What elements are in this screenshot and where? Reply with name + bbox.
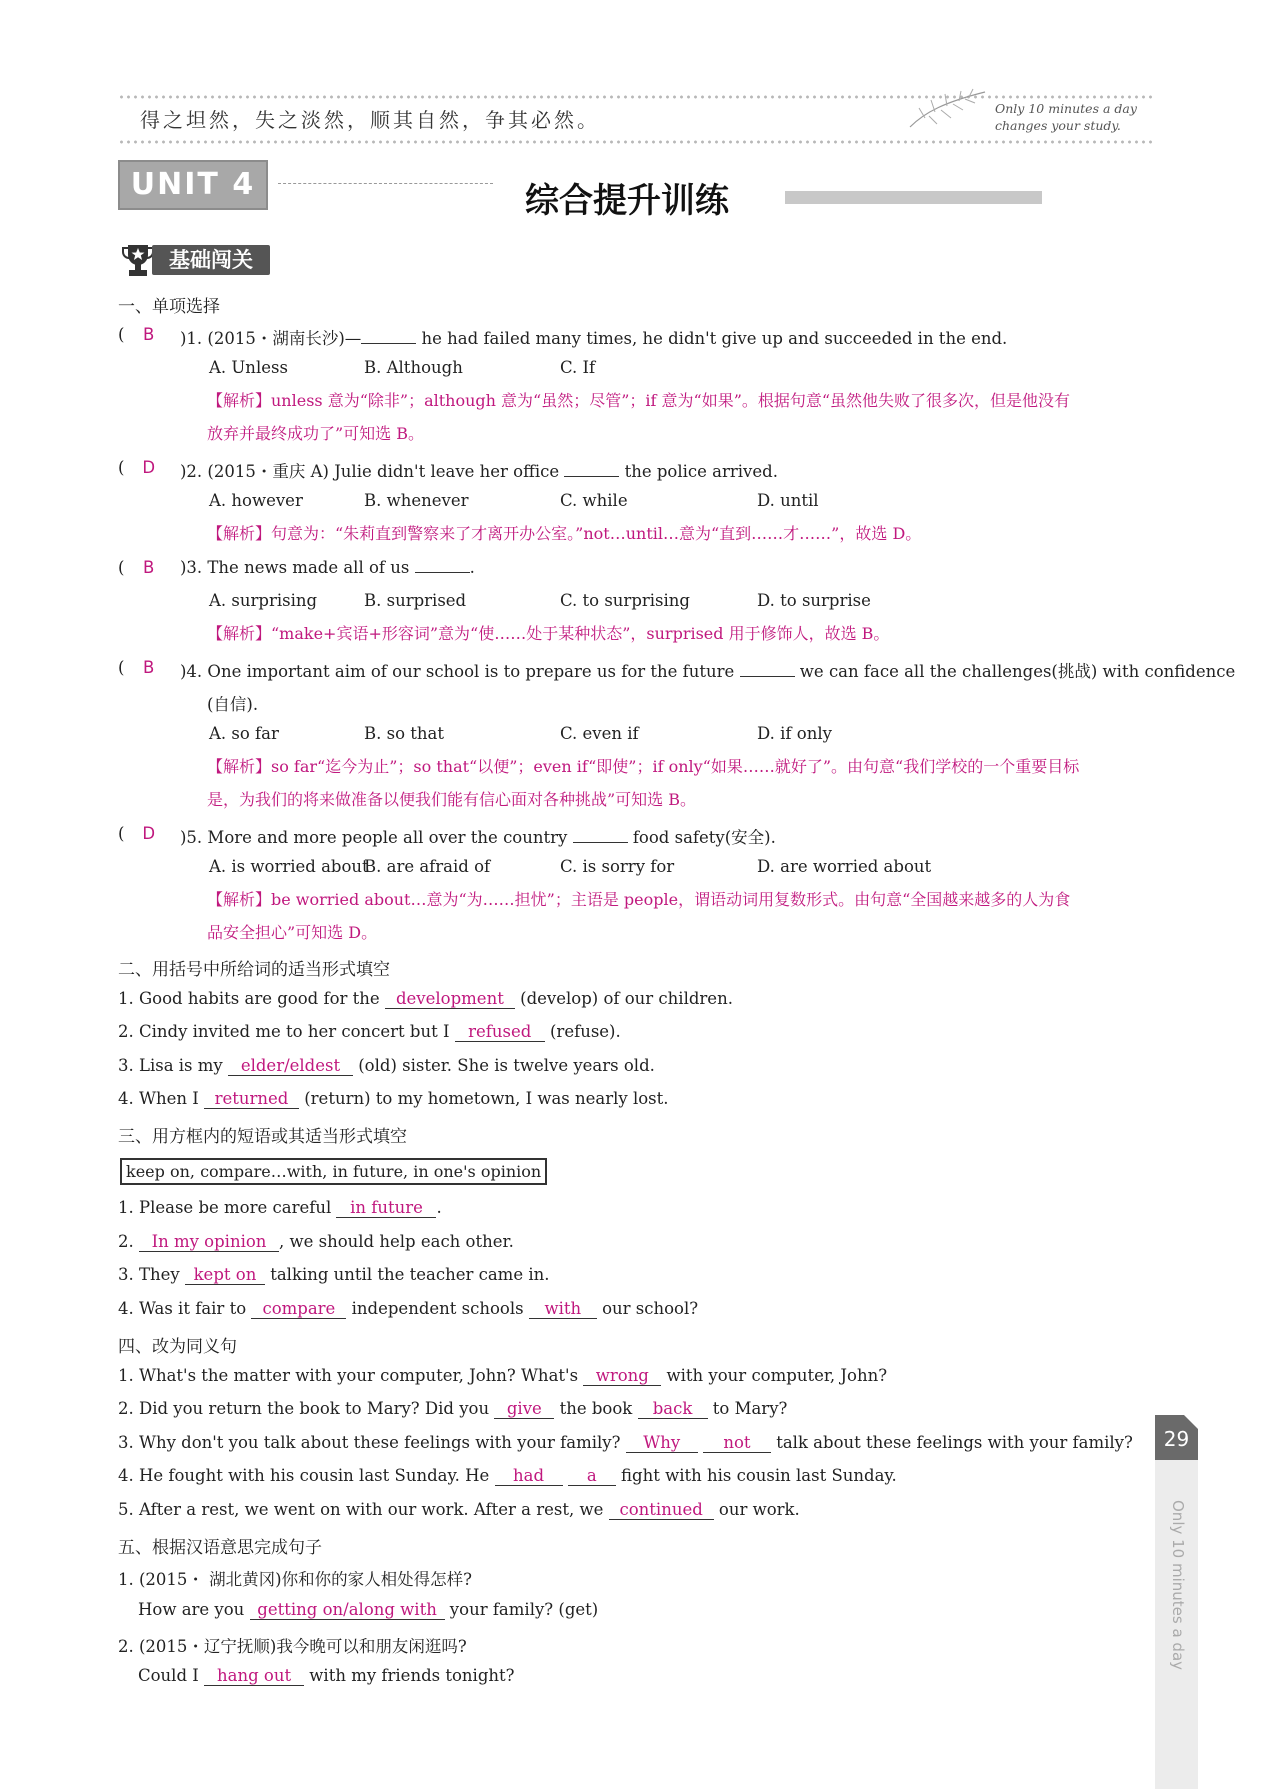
explanation-line: 品安全担心”可知选 D。 (207, 923, 378, 942)
answer-paren: ( B (118, 558, 168, 577)
translate-question (138, 1666, 514, 1686)
synonym-stem: fight with his cousin last Sunday. (615, 1466, 897, 1485)
mc-question (180, 824, 776, 848)
answer-blank (415, 572, 470, 573)
synonym-answer: give (494, 1400, 554, 1419)
mc-question (180, 558, 475, 577)
section-heading: 三、用方框内的短语或其适当形式填空 (118, 1127, 407, 1147)
leaf-icon (905, 82, 990, 137)
mc-option: C. while (560, 491, 628, 510)
synonym-answer: a (568, 1467, 616, 1486)
mc-stem: we can face all the challenges(挑战) with confidence (794, 662, 1236, 681)
synonym-answer: back (638, 1400, 708, 1419)
explanation-line: 【解析】“make+宾语+形容词”意为“使……处于某种状态”，surprised 用于修饰人，故选 B。 (207, 624, 890, 643)
synonym-answer: not (703, 1434, 771, 1453)
mc-explanation (207, 617, 1152, 650)
synonym-stem: our work. (713, 1500, 800, 1519)
explanation-line: 是，为我们的将来做准备以便我们能有信心面对各种挑战”可知选 B。 (207, 790, 697, 809)
side-tagline: Only 10 minutes a day (1169, 1500, 1187, 1671)
mc-option: C. even if (560, 724, 639, 743)
phrase-stem: our school? (596, 1299, 699, 1318)
explanation-line: 【解析】unless 意为“除非”；although 意为“虽然；尽管”；if 意为“如果”。根据句意“虽然他失败了很多次，但是他没有 (207, 391, 1071, 410)
header-dots-bottom (118, 140, 1153, 144)
phrase-question (118, 1232, 514, 1252)
fill-stem: 2. Cindy invited me to her concert but I (118, 1022, 455, 1041)
page-corner-fold (1184, 1415, 1198, 1429)
mc-option: B. are afraid of (364, 857, 491, 876)
mc-answer: B (143, 658, 155, 677)
fill-stem: (return) to my hometown, I was nearly lost. (298, 1089, 669, 1108)
synonym-question (118, 1433, 1133, 1453)
phrase-answer: with (529, 1300, 597, 1319)
explanation-line: 【解析】句意为：“朱莉直到警察来了才离开办公室。”not…until…意为“直到……才……”，故选 D。 (207, 524, 922, 543)
answer-paren: ( D (118, 458, 168, 477)
phrase-stem: 1. Please be more careful (118, 1198, 337, 1217)
translate-stem: How are you (138, 1600, 250, 1619)
synonym-stem: with your computer, John? (661, 1366, 888, 1385)
phrase-question (118, 1299, 698, 1319)
fill-question (118, 1089, 669, 1109)
explanation-line: 【解析】be worried about…意为“为……担忧”；主语是 people，谓语动词用复数形式。由句意“全国越来越多的人为食 (207, 890, 1071, 909)
synonym-question (118, 1399, 787, 1419)
phrase-answer: in future (336, 1199, 436, 1218)
header-tagline (995, 100, 1137, 134)
answer-blank (573, 842, 628, 843)
phrase-stem: 3. They (118, 1265, 185, 1284)
synonym-stem: to Mary? (707, 1399, 788, 1418)
mc-option: B. whenever (364, 491, 469, 510)
explanation-line: 放弃并最终成功了”可知选 B。 (207, 424, 425, 443)
mc-option: A. surprising (209, 591, 318, 610)
mc-explanation (207, 750, 1152, 816)
section-heading: 一、单项选择 (118, 297, 220, 317)
answer-paren: ( B (118, 658, 168, 677)
section-heading: 二、用括号中所给词的适当形式填空 (118, 960, 390, 980)
fill-stem: 3. Lisa is my (118, 1056, 228, 1075)
mc-question (180, 658, 1235, 682)
answer-paren: ( B (118, 325, 168, 344)
mc-stem: )5. More and more people all over the country (180, 828, 573, 847)
header-motto: 得之坦然，失之淡然，顺其自然，争其必然。 (140, 108, 600, 132)
mc-option: D. until (757, 491, 819, 510)
tagline-line-2: changes your study. (995, 118, 1121, 133)
page-number: 29 (1155, 1415, 1198, 1460)
mc-explanation (207, 384, 1152, 450)
badge-label: 基础闯关 (152, 245, 270, 275)
mc-stem: food safety(安全). (627, 828, 776, 847)
synonym-stem: talk about these feelings with your family? (770, 1433, 1133, 1452)
title-grey-bar (785, 191, 1042, 204)
synonym-answer: Why (626, 1434, 698, 1453)
mc-question (180, 325, 1007, 349)
answer-blank (740, 676, 795, 677)
synonym-stem: 1. What's the matter with your computer, John? What's (118, 1366, 584, 1385)
section-heading: 五、根据汉语意思完成句子 (118, 1538, 322, 1558)
translate-stem: with my friends tonight? (304, 1666, 515, 1685)
mc-stem-continued: (自信). (207, 695, 259, 714)
mc-stem: )1. (2015・湖南长沙)— (180, 329, 362, 348)
translate-question (138, 1600, 598, 1620)
phrase-stem: 2. (118, 1232, 139, 1251)
fill-question (118, 1022, 621, 1042)
synonym-answer: had (495, 1467, 563, 1486)
fill-stem: (develop) of our children. (514, 989, 733, 1008)
phrase-answer: compare (251, 1300, 346, 1319)
phrase-answer: In my opinion (139, 1233, 279, 1252)
mc-option: D. are worried about (757, 857, 932, 876)
fill-question (118, 989, 733, 1009)
synonym-answer: wrong (583, 1367, 661, 1386)
phrase-question (118, 1198, 442, 1218)
tagline-line-1: Only 10 minutes a day (995, 101, 1137, 116)
phrase-stem: talking until the teacher came in. (264, 1265, 550, 1284)
synonym-stem: 4. He fought with his cousin last Sunday. He (118, 1466, 495, 1485)
phrase-answer: kept on (185, 1266, 265, 1285)
phrase-box: keep on, compare…with, in future, in one's opinion (120, 1158, 547, 1185)
mc-option: B. Although (364, 358, 463, 377)
fill-answer: returned (204, 1090, 299, 1109)
section-heading: 四、改为同义句 (118, 1337, 237, 1357)
synonym-question (118, 1466, 897, 1486)
title-dash-line (278, 183, 493, 184)
header-dots-top (118, 95, 1153, 99)
mc-stem: . (469, 558, 475, 577)
mc-stem: )2. (2015・重庆 A) Julie didn't leave her office (180, 462, 565, 481)
page-title: 综合提升训练 (525, 181, 729, 221)
mc-option: C. is sorry for (560, 857, 675, 876)
fill-answer: refused (455, 1023, 545, 1042)
phrase-stem: independent schools (346, 1299, 529, 1318)
translate-prompt: 2. (2015・辽宁抚顺)我今晚可以和朋友闲逛吗? (118, 1637, 467, 1656)
mc-answer: B (143, 325, 155, 344)
synonym-question (118, 1500, 800, 1520)
mc-explanation (207, 883, 1152, 949)
mc-option: D. to surprise (757, 591, 871, 610)
synonym-stem: 3. Why don't you talk about these feelings with your family? (118, 1433, 626, 1452)
fill-stem: (old) sister. She is twelve years old. (352, 1056, 655, 1075)
translate-answer: getting on/along with (250, 1601, 445, 1620)
mc-option: A. so far (209, 724, 279, 743)
synonym-stem: 2. Did you return the book to Mary? Did you (118, 1399, 495, 1418)
fill-question (118, 1056, 655, 1076)
synonym-answer: continued (609, 1501, 714, 1520)
phrase-stem: . (436, 1198, 442, 1217)
mc-explanation (207, 517, 1152, 550)
mc-option: D. if only (757, 724, 832, 743)
synonym-stem: 5. After a rest, we went on with our work. After a rest, we (118, 1500, 609, 1519)
translate-stem: your family? (get) (444, 1600, 599, 1619)
phrase-stem: , we should help each other. (279, 1232, 514, 1251)
mc-option: A. however (209, 491, 303, 510)
mc-answer: B (143, 558, 155, 577)
mc-option: A. is worried about (209, 857, 369, 876)
translate-stem: Could I (138, 1666, 205, 1685)
synonym-question (118, 1366, 887, 1386)
mc-option: C. to surprising (560, 591, 690, 610)
mc-stem: the police arrived. (619, 462, 778, 481)
fill-answer: development (385, 990, 515, 1009)
fill-stem: 4. When I (118, 1089, 204, 1108)
explanation-line: 【解析】so far“迄今为止”；so that“以便”；even if“即使”；if only“如果……就好了”。由句意“我们学校的一个重要目标 (207, 757, 1080, 776)
mc-stem: )4. One important aim of our school is to prepare us for the future (180, 662, 740, 681)
mc-stem: )3. The news made all of us (180, 558, 415, 577)
answer-blank (564, 476, 619, 477)
translate-answer: hang out (204, 1667, 304, 1686)
fill-stem: (refuse). (544, 1022, 621, 1041)
answer-paren: ( D (118, 824, 168, 843)
fill-answer: elder/eldest (228, 1057, 353, 1076)
mc-option: B. surprised (364, 591, 467, 610)
mc-stem: he had failed many times, he didn't give up and succeeded in the end. (416, 329, 1008, 348)
translate-prompt: 1. (2015・ 湖北黄冈)你和你的家人相处得怎样? (118, 1570, 472, 1589)
synonym-stem: the book (554, 1399, 638, 1418)
answer-blank (361, 343, 416, 344)
mc-answer: D (142, 458, 156, 477)
fill-stem: 1. Good habits are good for the (118, 989, 385, 1008)
phrase-question (118, 1265, 549, 1285)
mc-answer: D (142, 824, 156, 843)
section-badge (122, 242, 272, 278)
mc-option: B. so that (364, 724, 444, 743)
mc-option: C. If (560, 358, 596, 377)
mc-question (180, 458, 778, 482)
mc-option: A. Unless (209, 358, 288, 377)
phrase-stem: 4. Was it fair to (118, 1299, 252, 1318)
unit-label: UNIT 4 (118, 160, 268, 210)
trophy-icon (122, 242, 154, 278)
